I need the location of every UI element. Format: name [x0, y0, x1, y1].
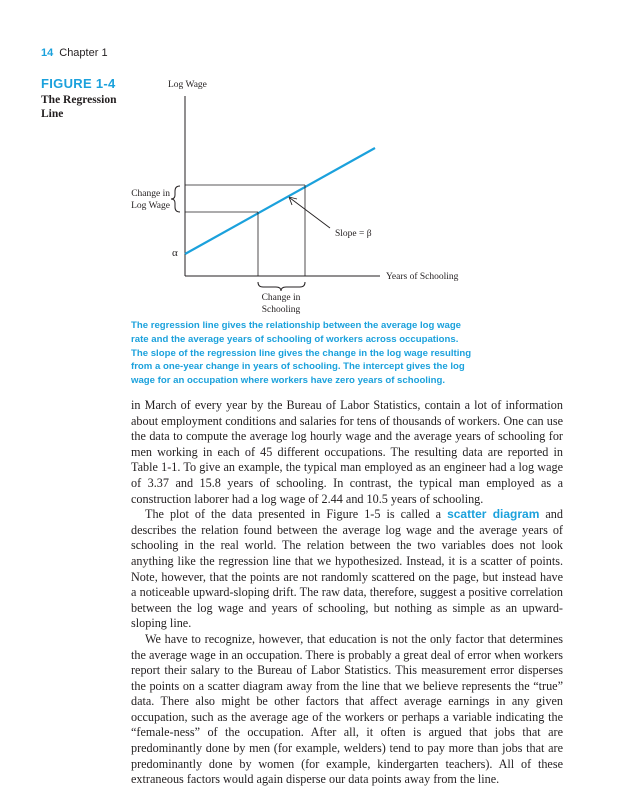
schooling-brace: [258, 282, 305, 291]
body-text: [131, 398, 563, 788]
page-number: 14: [41, 47, 54, 59]
regression-diagram: [0, 0, 638, 330]
change-schooling-label-line2: Schooling: [261, 305, 301, 315]
paragraph-2-rest: and describes the relation found between the average log wage and the average years of schooling in the real world. The relation between the two variables does not look anything like the regression line that we hypothesized. Instead, it is a scatter of points. Note, however, that the points are not randomly scattered on the page, but instead have a noticeable upward-sloping drift. The raw data, therefore, suggest a positive correlation between the log wage and years of schooling, but nothing as simple as an upward-sloping line.: [131, 507, 563, 631]
figure-title: The Regression Line: [41, 94, 117, 120]
y-axis-label: Log Wage: [168, 80, 207, 90]
paragraph-1: in March of every year by the Bureau of Labor Statistics, contain a lot of information about employment conditions and salaries for tens of thousands of workers. One can use the data to compute the average log hourly wage and the average years of schooling for men working in each of 45 different occupations. The resulting data are reported in Table 1-1. To give an example, the typical man employed as an engineer had a log wage of 3.37 and 15.8 years of schooling. In contrast, the typical man employed as a construction laborer had a log wage of 2.44 and 10.5 years of schooling.: [131, 398, 563, 506]
chapter-label: Chapter 1: [59, 47, 108, 59]
paragraph-3: We have to recognize, however, that education is not the only factor that determines the average wage in an occupation. There is probably a great deal of error when workers report their salary to the Bureau of Labor Statistics. This measurement error disperses the points on a scatter diagram away from the line that we believe represents the “true” data. There also might be other factors that affect average earnings in any given occupation, such as the average age of the workers or perhaps a variable indicating the “female-ness” of the occupation. After all, it often is argued that jobs that are predominantly done by men (for example, welders) tend to pay more than jobs that are predominantly done by women (for example, kindergarten teachers). All of these extraneous factors would again disperse our data points away from the line.: [131, 631, 563, 787]
paragraph-2: [131, 507, 563, 632]
figure-caption: The regression line gives the relationship between the average log wage rate and the average years of schooling of workers across occupations. The slope of the regression line gives the change in the log wage resulting from a one-year change in years of schooling. The intercept gives the log wage for an occupation where workers have zero years of schooling.: [131, 320, 472, 387]
slope-arrow-line: [290, 198, 330, 228]
figure-number: FIGURE 1-4: [41, 76, 116, 91]
x-axis-label: Years of Schooling: [386, 272, 459, 282]
keyword-scatter-diagram: scatter diagram: [447, 507, 540, 522]
intercept-label: α: [172, 247, 178, 259]
slope-label: Slope = β: [335, 229, 372, 239]
change-log-wage-label-line1: Change in: [131, 189, 170, 199]
change-log-wage-label-line2: Log Wage: [131, 201, 170, 211]
change-schooling-label-line1: Change in: [261, 293, 301, 303]
log-wage-brace: [171, 186, 180, 212]
paragraph-2-lead: The plot of the data presented in Figure 1-5 is called a: [145, 507, 448, 522]
